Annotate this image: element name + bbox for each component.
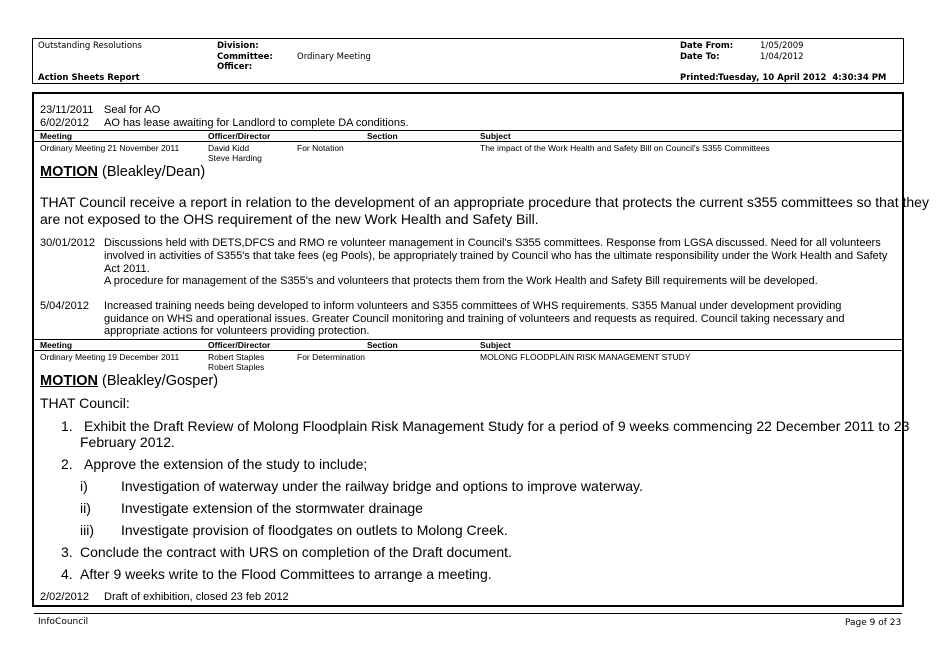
date-to-value: 1/04/2012	[760, 52, 804, 62]
report-type: Action Sheets Report	[38, 73, 140, 83]
record-officer: David Kidd	[208, 143, 250, 153]
motion-word: MOTION	[40, 373, 98, 389]
record-section: For Notation	[297, 143, 344, 153]
sublist-number: ii)	[80, 500, 91, 516]
resolution-text: THAT Council receive a report in relation to the development of an appropriate procedure that protects the current s355 committees so that they	[40, 194, 929, 210]
note-text: Draft of exhibition, closed 23 feb 2012	[104, 591, 289, 603]
col-section: Section	[367, 340, 398, 350]
list-item: February 2012.	[80, 434, 175, 450]
printed-value: Tuesday, 10 April 2012 4:30:34 PM	[718, 73, 887, 83]
sublist-number: iii)	[80, 522, 94, 538]
note-date: 23/11/2011	[40, 104, 94, 116]
report-name: Outstanding Resolutions	[38, 41, 142, 51]
record-director: Robert Staples	[208, 362, 265, 372]
note-text: A procedure for management of the S355's and volunteers that protects them from the Work Health and Safety Bill requirements will be developed.	[104, 275, 818, 287]
note-date: 6/02/2012	[40, 117, 89, 129]
footer-brand: InfoCouncil	[38, 617, 89, 627]
motion-heading	[40, 373, 218, 390]
note-date: 5/04/2012	[40, 300, 89, 312]
col-subject: Subject	[480, 131, 511, 141]
committee-value: Ordinary Meeting	[297, 52, 371, 62]
date-from-label: Date From:	[680, 41, 734, 51]
col-officer: Officer/Director	[208, 340, 271, 350]
page-number: Page 9 of 23	[845, 618, 902, 628]
sublist-number: i)	[80, 478, 88, 494]
officer-label: Officer:	[217, 62, 253, 72]
date-to-label: Date To:	[680, 52, 720, 62]
note-date: 30/01/2012	[40, 237, 96, 249]
divider	[34, 141, 902, 142]
record-officer: Robert Staples	[208, 352, 265, 362]
sublist-item: Investigate provision of floodgates on outlets to Molong Creek.	[121, 522, 508, 538]
motion-word: MOTION	[40, 164, 98, 180]
note-text: Discussions held with DETS,DFCS and RMO re volunteer management in Council's S355 committees. Response from LGSA discussed. Need for all volunteers	[104, 237, 881, 249]
sublist-item: Investigation of waterway under the railway bridge and options to improve waterway.	[121, 478, 643, 494]
record-meeting: Ordinary Meeting 19 December 2011	[40, 352, 180, 362]
resolution-text: are not exposed to the OHS requirement of the new Work Health and Safety Bill.	[40, 211, 539, 227]
list-item: Exhibit the Draft Review of Molong Floodplain Risk Management Study for a period of 9 weeks commencing 22 December 2011 to 23	[84, 418, 910, 434]
list-number: 2.	[61, 456, 73, 472]
note-text: Act 2011.	[104, 263, 150, 275]
committee-label: Committee:	[217, 52, 273, 62]
col-subject: Subject	[480, 340, 511, 350]
note-text: Seal for AO	[104, 104, 161, 116]
note-text: appropriate actions for volunteers providing protection.	[104, 325, 370, 337]
list-number: 1.	[61, 418, 73, 434]
motion-heading	[40, 164, 205, 181]
note-text: Increased training needs being developed to inform volunteers and S355 committees of WHS requirements. S355 Manual under development providing	[104, 300, 842, 312]
record-director: Steve Harding	[208, 153, 262, 163]
note-date: 2/02/2012	[40, 591, 89, 603]
col-officer: Officer/Director	[208, 131, 271, 141]
list-item: After 9 weeks write to the Flood Committees to arrange a meeting.	[80, 566, 492, 582]
list-number: 4.	[61, 566, 73, 582]
record-section: For Determination	[297, 352, 366, 362]
list-number: 3.	[61, 544, 73, 560]
division-label: Division:	[217, 41, 259, 51]
footer-rule	[34, 613, 902, 614]
date-from-value: 1/05/2009	[760, 41, 804, 51]
note-text: guidance on WHS and operational issues. Greater Council monitoring and training of volunteers and requests as required. Council taking necessary and	[104, 313, 845, 325]
resolution-intro: THAT Council:	[40, 395, 130, 411]
divider	[34, 339, 902, 340]
record-subject: MOLONG FLOODPLAIN RISK MANAGEMENT STUDY	[480, 352, 691, 362]
col-meeting: Meeting	[40, 340, 73, 350]
note-text: involved in activities of S355's that take fees (eg Pools), be appropriately trained by Council who has the ultimate responsibility under the Work Health and Safety	[104, 250, 888, 262]
motion-movers: (Bleakley/Dean)	[98, 164, 206, 180]
list-item: Approve the extension of the study to include;	[84, 456, 368, 472]
sublist-item: Investigate extension of the stormwater drainage	[121, 500, 423, 516]
divider	[34, 130, 902, 131]
list-item: Conclude the contract with URS on completion of the Draft document.	[80, 544, 512, 560]
col-section: Section	[367, 131, 398, 141]
motion-movers: (Bleakley/Gosper)	[98, 373, 219, 389]
record-meeting: Ordinary Meeting 21 November 2011	[40, 143, 180, 153]
printed-label: Printed:	[680, 73, 719, 83]
col-meeting: Meeting	[40, 131, 73, 141]
note-text: AO has lease awaiting for Landlord to complete DA conditions.	[104, 117, 409, 129]
divider	[34, 350, 902, 351]
record-subject: The impact of the Work Health and Safety Bill on Council's S355 Committees	[480, 143, 770, 153]
